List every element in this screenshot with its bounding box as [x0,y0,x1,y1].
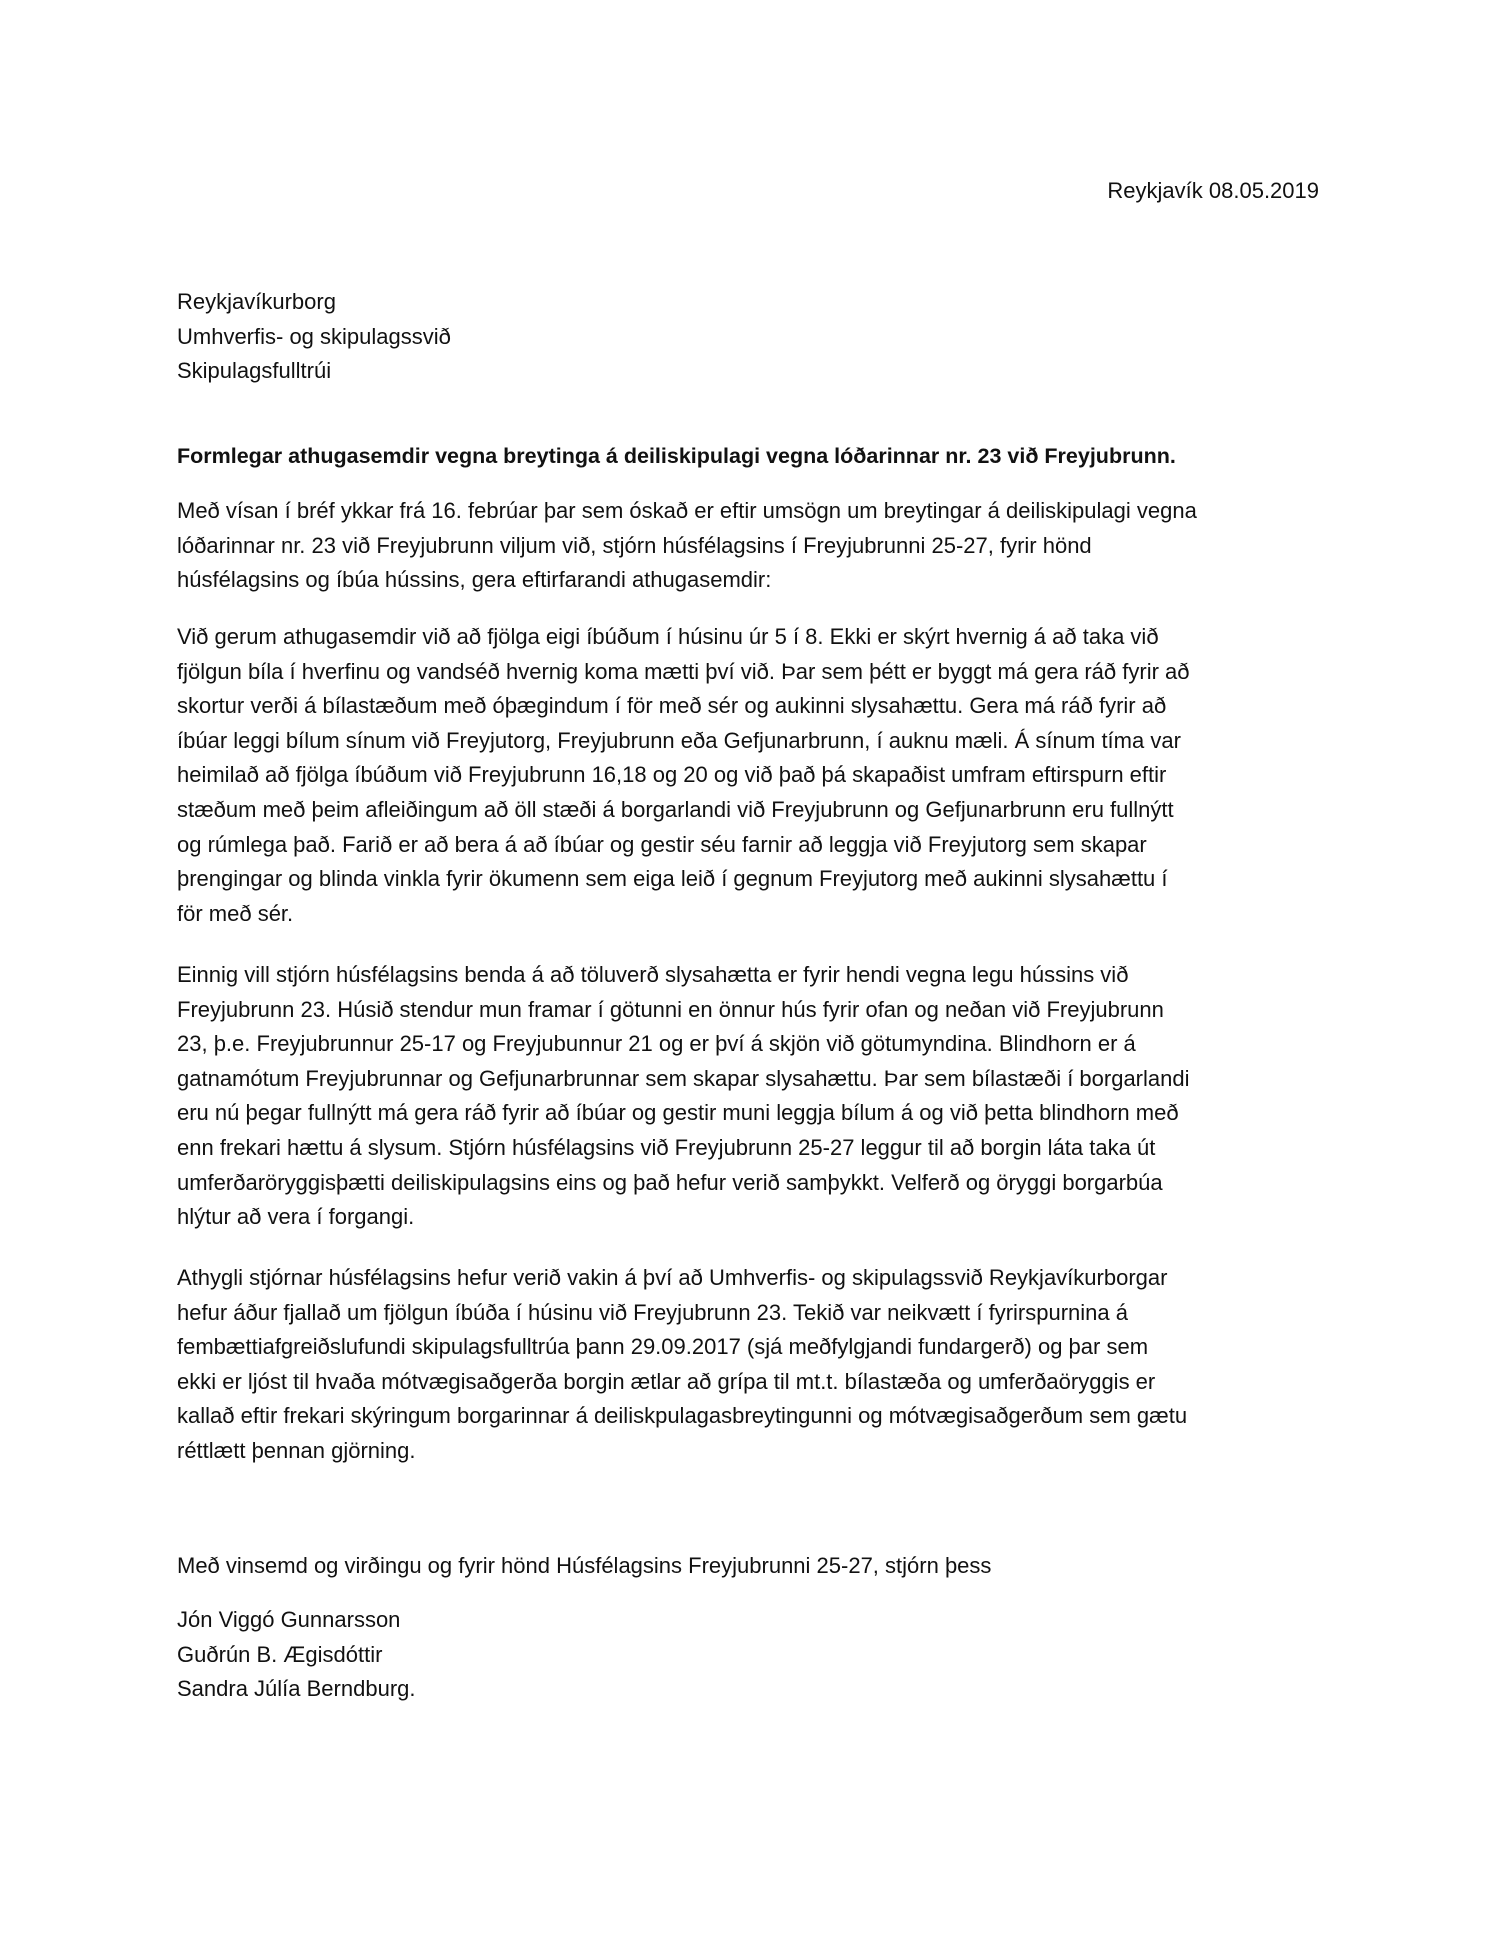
paragraph-line: Við gerum athugasemdir við að fjölga eigi íbúðum í húsinu úr 5 í 8. Ekki er skýrt hvernig á að taka við [177,624,1159,649]
paragraph-line: Einnig vill stjórn húsfélagsins benda á að töluverð slysahætta er fyrir hendi vegna legu hússins við [177,962,1129,987]
paragraph-1 [177,494,1197,598]
recipient-address [177,285,451,389]
paragraph-4 [177,1261,1187,1469]
paragraph-line: lóðarinnar nr. 23 við Freyjubrunn viljum við, stjórn húsfélagsins í Freyjubrunni 25-27, fyrir hönd [177,532,1092,558]
paragraph-line: og rúmlega það. Farið er að bera á að íbúar og gestir séu farnir að leggja við Freyjutorg sem skapar [177,831,1147,857]
paragraph-line: för með sér. [177,900,294,926]
paragraph-3 [177,958,1190,1235]
paragraph-line: umferðaröryggisþætti deiliskipulagsins eins og það hefur verið samþykkt. Velferð og öryggi borgarbúa [177,1169,1163,1195]
paragraph-line: stæðum með þeim afleiðingum að öll stæði á borgarlandi við Freyjubrunn og Gefjunarbrunn eru fullnýtt [177,796,1174,822]
paragraph-line: gatnamótum Freyjubrunnar og Gefjunarbrunnar sem skapar slysahættu. Þar sem bílastæði í borgarlandi [177,1065,1190,1091]
paragraph-line: heimilað að fjölga íbúðum við Freyjubrunn 16,18 og 20 og við það þá skapaðist umfram eftirspurn eftir [177,762,1167,788]
signatory-name: Sandra Júlía Berndburg. [177,1676,416,1702]
paragraph-line: fembættiafgreiðslufundi skipulagsfulltrúa þann 29.09.2017 (sjá meðfylgjandi fundargerð) og þar sem [177,1334,1149,1360]
letter-subject: Formlegar athugasemdir vegna breytinga á deiliskipulagi vegna lóðarinnar nr. 23 við Freyjubrunn. [177,444,1176,468]
recipient-line: Skipulagsfulltrúi [177,358,332,384]
paragraph-line: réttlætt þennan gjörning. [177,1437,416,1463]
paragraph-line: hefur áður fjallað um fjölgun íbúða í húsinu við Freyjubrunn 23. Tekið var neikvætt í fyrirspurnina á [177,1299,1128,1325]
recipient-line: Umhverfis- og skipulagssvið [177,323,451,349]
paragraph-2 [177,620,1190,931]
signatory-name: Guðrún B. Ægisdóttir [177,1641,383,1667]
letter-date: Reykjavík 08.05.2019 [1107,178,1319,203]
paragraph-line: ekki er ljóst til hvaða mótvægisaðgerða borgin ætlar að grípa til mt.t. bílastæða og umferðaöryggis er [177,1368,1156,1394]
signatories [177,1603,416,1707]
paragraph-line: Athygli stjórnar húsfélagsins hefur verið vakin á því að Umhverfis- og skipulagssvið Reykjavíkurborgar [177,1265,1168,1290]
closing-line: Með vinsemd og virðingu og fyrir hönd Húsfélagsins Freyjubrunni 25-27, stjórn þess [177,1553,992,1578]
paragraph-line: þrengingar og blinda vinkla fyrir ökumenn sem eiga leið í gegnum Freyjutorg með aukinni slysahættu í [177,866,1168,892]
signatory-name: Jón Viggó Gunnarsson [177,1607,401,1632]
paragraph-line: skortur verði á bílastæðum með óþægindum í för með sér og aukinni slysahættu. Gera má ráð fyrir að [177,693,1167,719]
paragraph-line: Með vísan í bréf ykkar frá 16. febrúar þar sem óskað er eftir umsögn um breytingar á deiliskipulagi vegna [177,498,1197,523]
paragraph-line: fjölgun bíla í hverfinu og vandséð hvernig koma mætti því við. Þar sem þétt er byggt má gera ráð fyrir að [177,658,1190,684]
paragraph-line: íbúar leggi bílum sínum við Freyjutorg, Freyjubrunn eða Gefjunarbrunn, í auknu mæli. Á sínum tíma var [177,727,1181,753]
paragraph-line: kallað eftir frekari skýringum borgarinnar á deiliskpulagasbreytingunni og mótvægisaðgerðum sem gætu [177,1403,1188,1429]
paragraph-line: eru nú þegar fullnýtt má gera ráð fyrir að íbúar og gestir muni leggja bílum á og við þetta blindhorn með [177,1100,1179,1126]
recipient-line: Reykjavíkurborg [177,289,336,314]
paragraph-line: Freyjubrunn 23. Húsið stendur mun framar í götunni en önnur hús fyrir ofan og neðan við Freyjubrunn [177,996,1164,1022]
paragraph-line: enn frekari hættu á slysum. Stjórn húsfélagsins við Freyjubrunn 25-27 leggur til að borgin láta taka út [177,1134,1156,1160]
paragraph-line: húsfélagsins og íbúa hússins, gera eftirfarandi athugasemdir: [177,567,772,593]
paragraph-line: 23, þ.e. Freyjubrunnur 25-17 og Freyjubunnur 21 og er því á skjön við götumyndina. Blindhorn er á [177,1031,1136,1057]
paragraph-line: hlýtur að vera í forgangi. [177,1204,415,1230]
